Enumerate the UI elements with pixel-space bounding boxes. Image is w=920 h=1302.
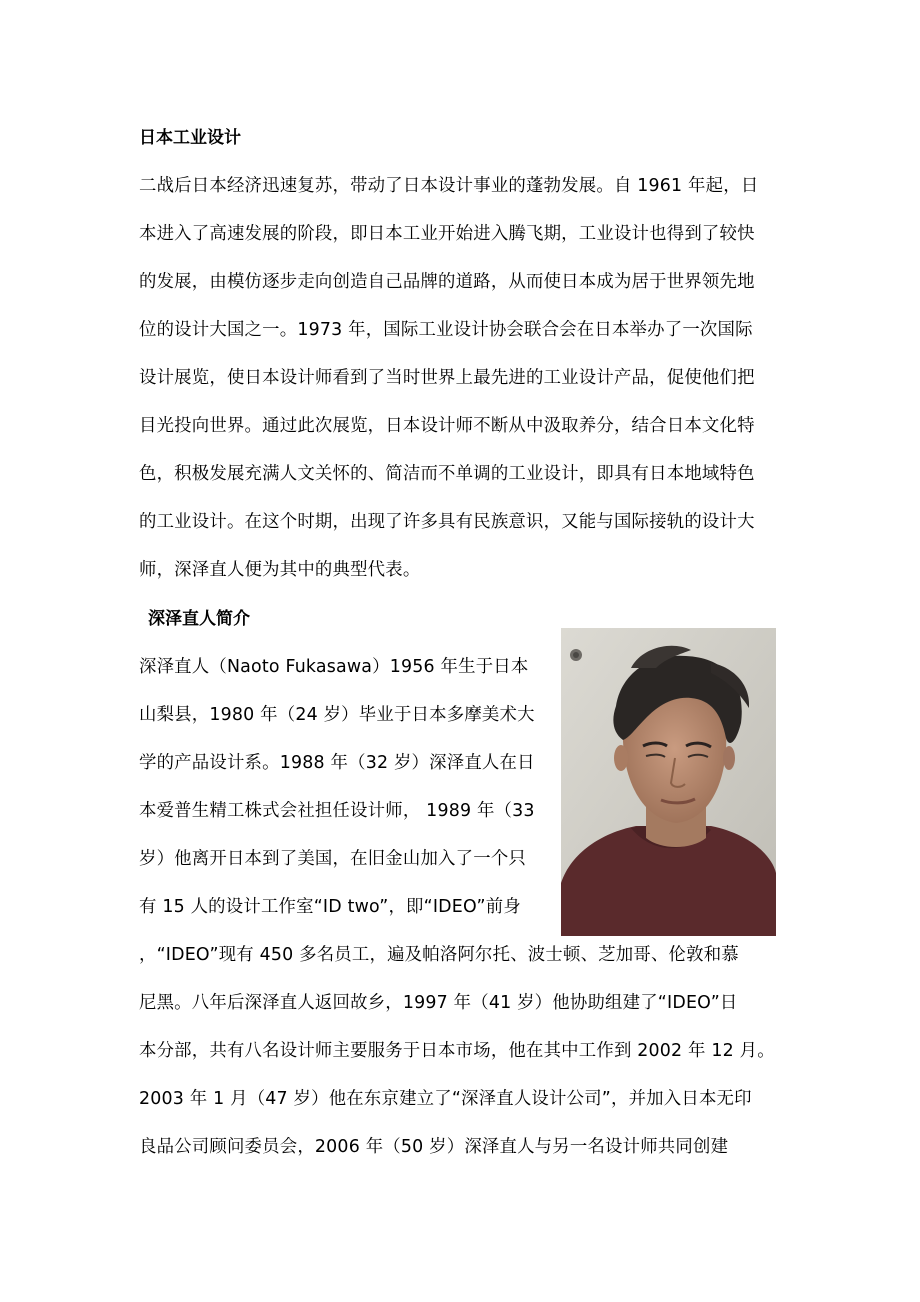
- paragraph-line: 山梨县，1980 年（24 岁）毕业于日本多摩美术大: [139, 705, 535, 725]
- paragraph-line: 师，深泽直人便为其中的典型代表。: [139, 560, 421, 580]
- paragraph-line: 色，积极发展充满人文关怀的、简洁而不单调的工业设计，即具有日本地域特色: [139, 464, 755, 484]
- paragraph-line: 学的产品设计系。1988 年（32 岁）深泽直人在日: [139, 753, 535, 773]
- paragraph-line: 的发展，由模仿逐步走向创造自己品牌的道路，从而使日本成为居于世界领先地: [139, 272, 755, 292]
- paragraph-line: 本进入了高速发展的阶段，即日本工业开始进入腾飞期，工业设计也得到了较快: [139, 224, 755, 244]
- portrait-photo: [561, 628, 776, 936]
- paragraph-line: 本分部，共有八名设计师主要服务于日本市场，他在其中工作到 2002 年 12 月。: [139, 1041, 775, 1061]
- paragraph-line: 有 15 人的设计工作室“ID two”，即“IDEO”前身: [139, 897, 521, 917]
- paragraph-line: 目光投向世界。通过此次展览，日本设计师不断从中汲取养分，结合日本文化特: [139, 416, 755, 436]
- paragraph-line: 的工业设计。在这个时期，出现了许多具有民族意识，又能与国际接轨的设计大: [139, 512, 755, 532]
- paragraph-line: 本爱普生精工株式会社担任设计师， 1989 年（33: [139, 801, 535, 821]
- paragraph-line: 尼黑。八年后深泽直人返回故乡，1997 年（41 岁）他协助组建了“IDEO”日: [139, 993, 738, 1013]
- paragraph-line: ，“IDEO”现有 450 多名员工，遍及帕洛阿尔托、波士顿、芝加哥、伦敦和慕: [139, 945, 739, 965]
- section-heading-naoto-fukasawa-intro: 深泽直人简介: [148, 609, 250, 629]
- section-heading-japanese-industrial-design: 日本工业设计: [139, 128, 241, 148]
- paragraph-line: 2003 年 1 月（47 岁）他在东京建立了“深泽直人设计公司”，并加入日本无印: [139, 1089, 752, 1109]
- paragraph-line: 岁）他离开日本到了美国，在旧金山加入了一个只: [139, 849, 526, 869]
- paragraph-line: 设计展览，使日本设计师看到了当时世界上最先进的工业设计产品，促使他们把: [139, 368, 755, 388]
- paragraph-line: 深泽直人（Naoto Fukasawa）1956 年生于日本: [139, 657, 529, 677]
- paragraph-line: 位的设计大国之一。1973 年，国际工业设计协会联合会在日本举办了一次国际: [139, 320, 753, 340]
- paragraph-line: 二战后日本经济迅速复苏，带动了日本设计事业的蓬勃发展。自 1961 年起，日: [139, 176, 759, 196]
- paragraph-line: 良品公司顾问委员会，2006 年（50 岁）深泽直人与另一名设计师共同创建: [139, 1137, 729, 1157]
